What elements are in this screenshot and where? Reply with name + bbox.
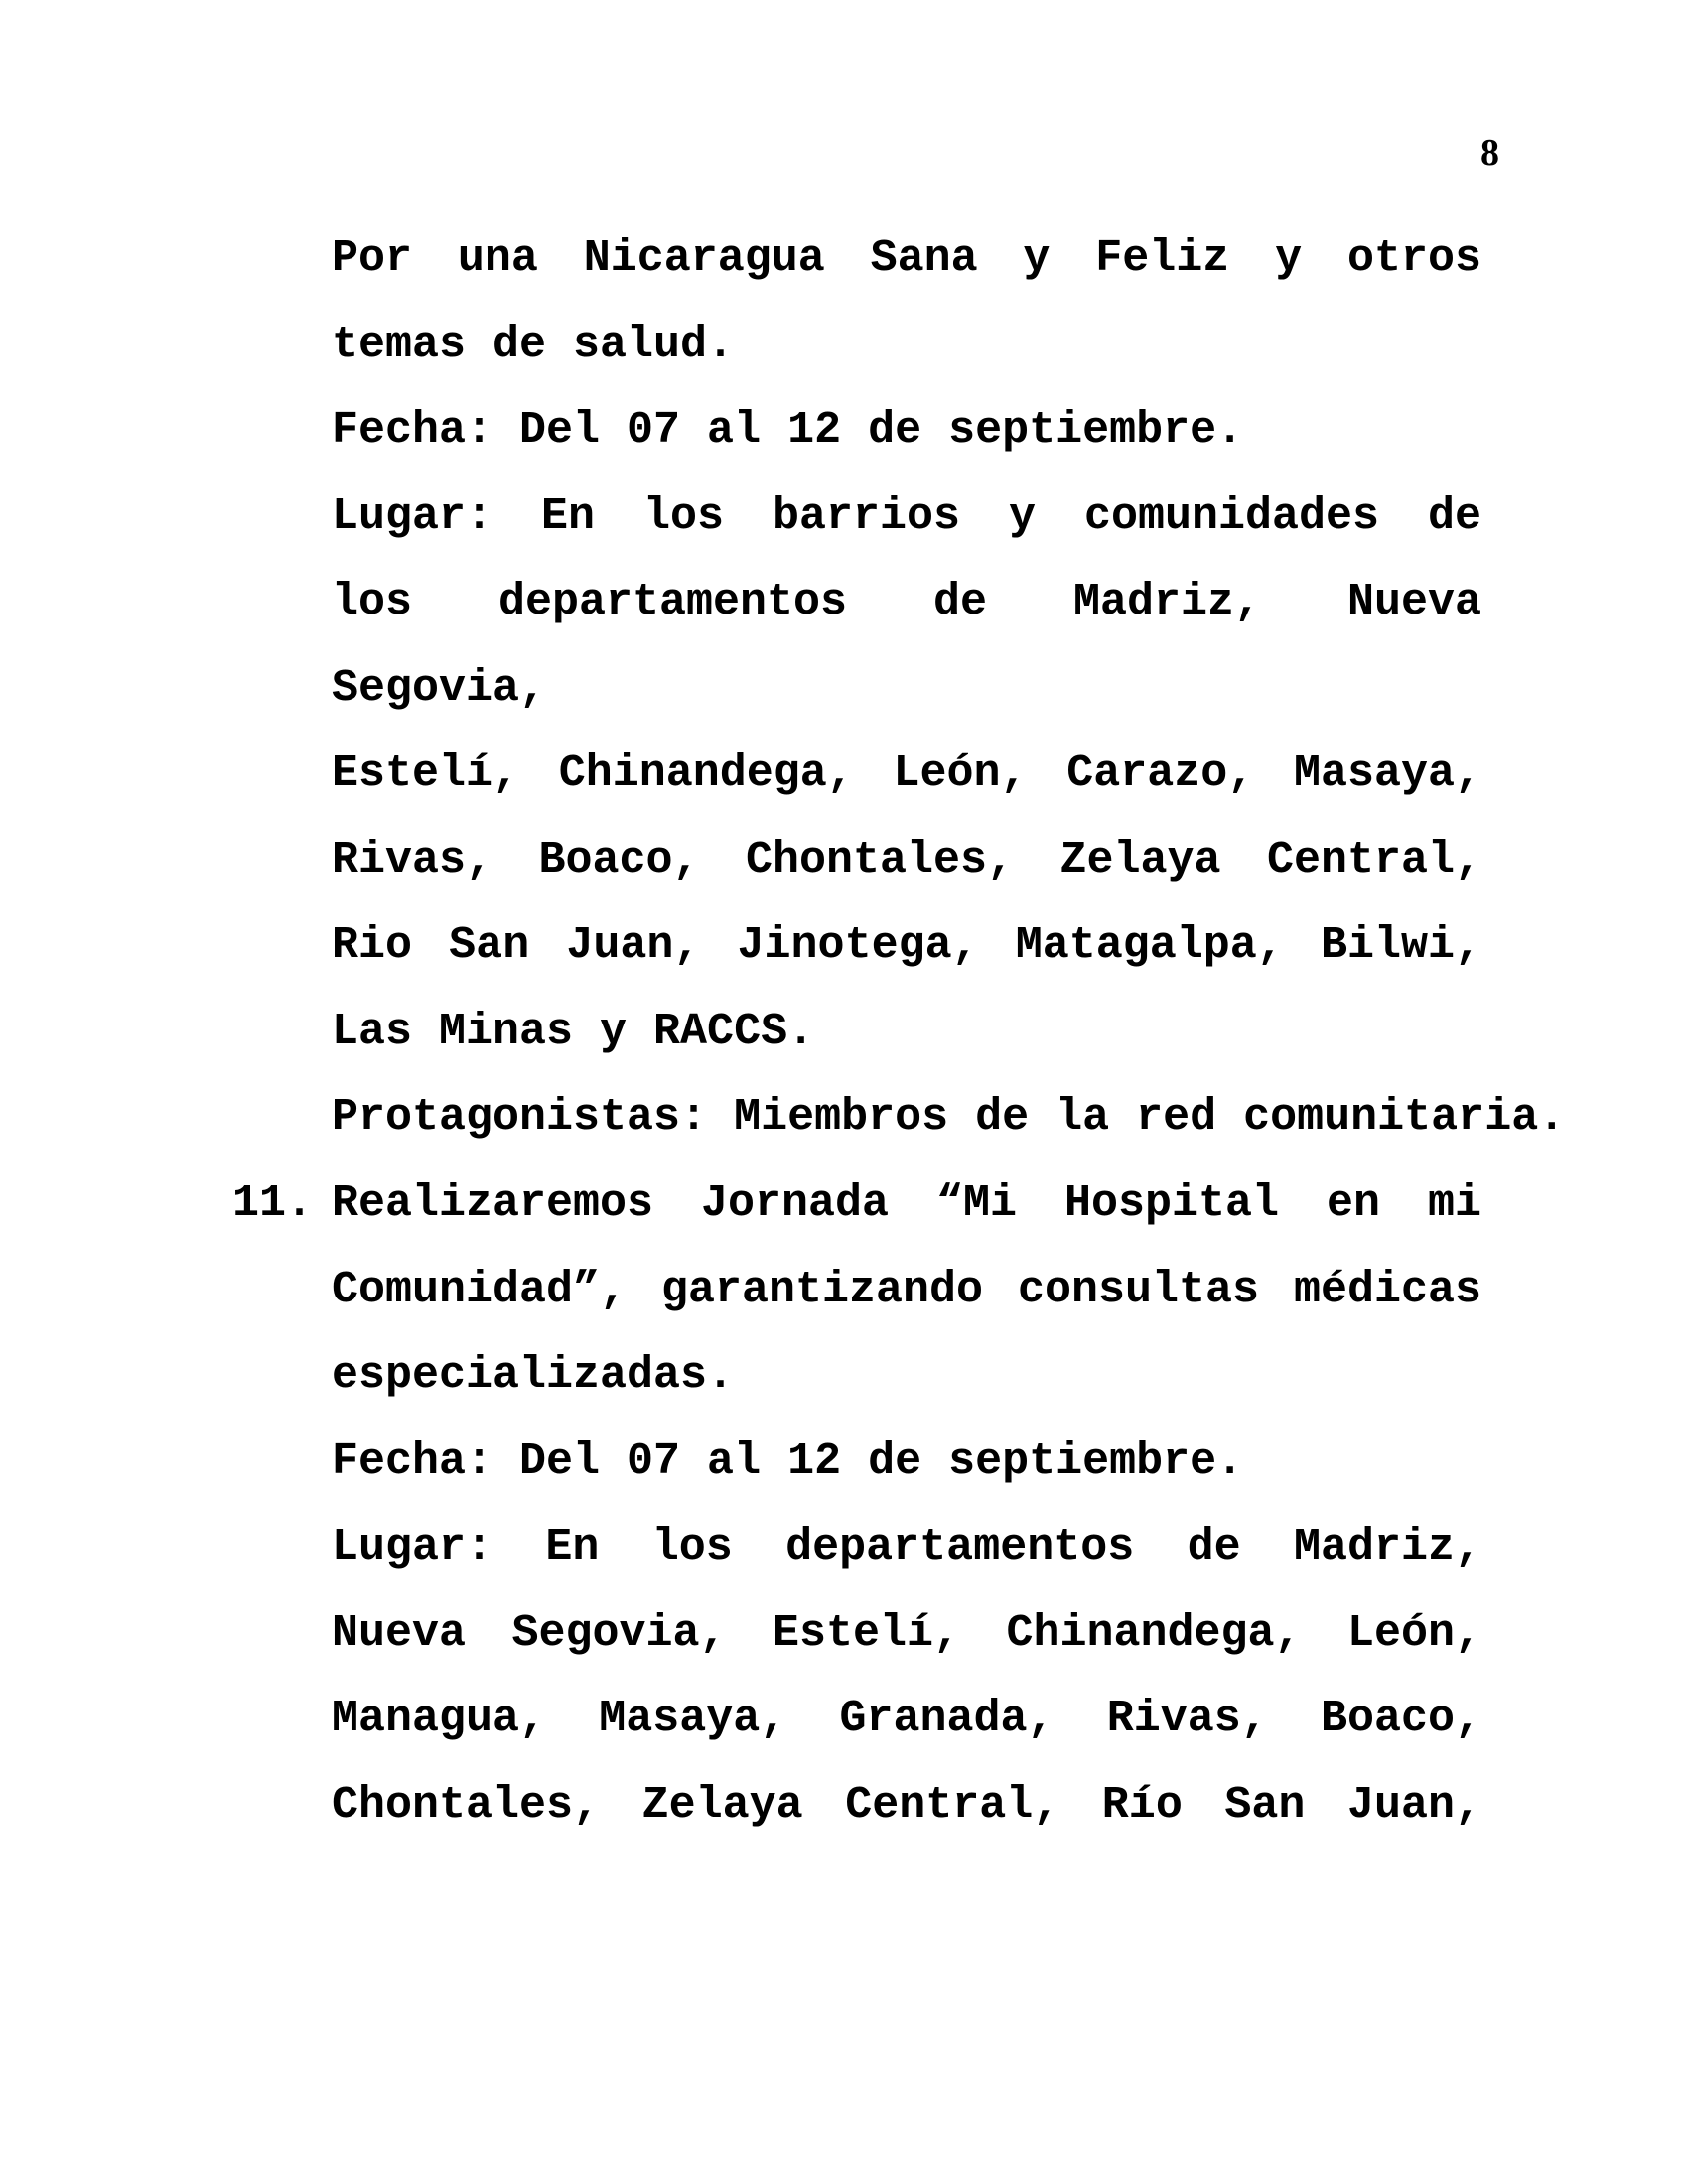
page-number: 8 bbox=[1480, 132, 1499, 174]
lugar-line: Lugar: En los departamentos de Madriz, bbox=[332, 1522, 1481, 1572]
list-item-number: 11. bbox=[232, 1178, 314, 1229]
list-item-11 bbox=[332, 1161, 1481, 1848]
fecha-line: Fecha: Del 07 al 12 de septiembre. bbox=[332, 1435, 1244, 1487]
lugar-line: Chontales, Zelaya Central, Río San Juan, bbox=[332, 1779, 1481, 1831]
continuation-section bbox=[332, 216, 1566, 1161]
fecha-line: Fecha: Del 07 al 12 de septiembre. bbox=[332, 405, 1244, 456]
lugar-line: los departamentos de Madriz, Nueva Segovia, bbox=[332, 577, 1481, 714]
intro-line: Por una Nicaragua Sana y Feliz y otros bbox=[332, 233, 1481, 284]
lugar-line: Rivas, Boaco, Chontales, Zelaya Central, bbox=[332, 834, 1481, 886]
lugar-line: Estelí, Chinandega, León, Carazo, Masaya, bbox=[332, 749, 1481, 799]
lugar-line: Lugar: En los barrios y comunidades de bbox=[332, 490, 1481, 542]
lugar-line: Managua, Masaya, Granada, Rivas, Boaco, bbox=[332, 1694, 1481, 1744]
lugar-line: Rio San Juan, Jinotega, Matagalpa, Bilwi, bbox=[332, 920, 1481, 971]
lugar-line: Nueva Segovia, Estelí, Chinandega, León, bbox=[332, 1607, 1481, 1659]
item-text-line: Realizaremos Jornada “Mi Hospital en mi bbox=[332, 1178, 1481, 1229]
intro-line: temas de salud. bbox=[332, 319, 735, 370]
item-text-line: especializadas. bbox=[332, 1350, 735, 1401]
item-text-line: Comunidad”, garantizando consultas médicas bbox=[332, 1264, 1481, 1315]
lugar-line: Las Minas y RACCS. bbox=[332, 1006, 815, 1057]
protagonistas-line: Protagonistas: Miembros de la red comunitaria. bbox=[332, 1092, 1566, 1143]
